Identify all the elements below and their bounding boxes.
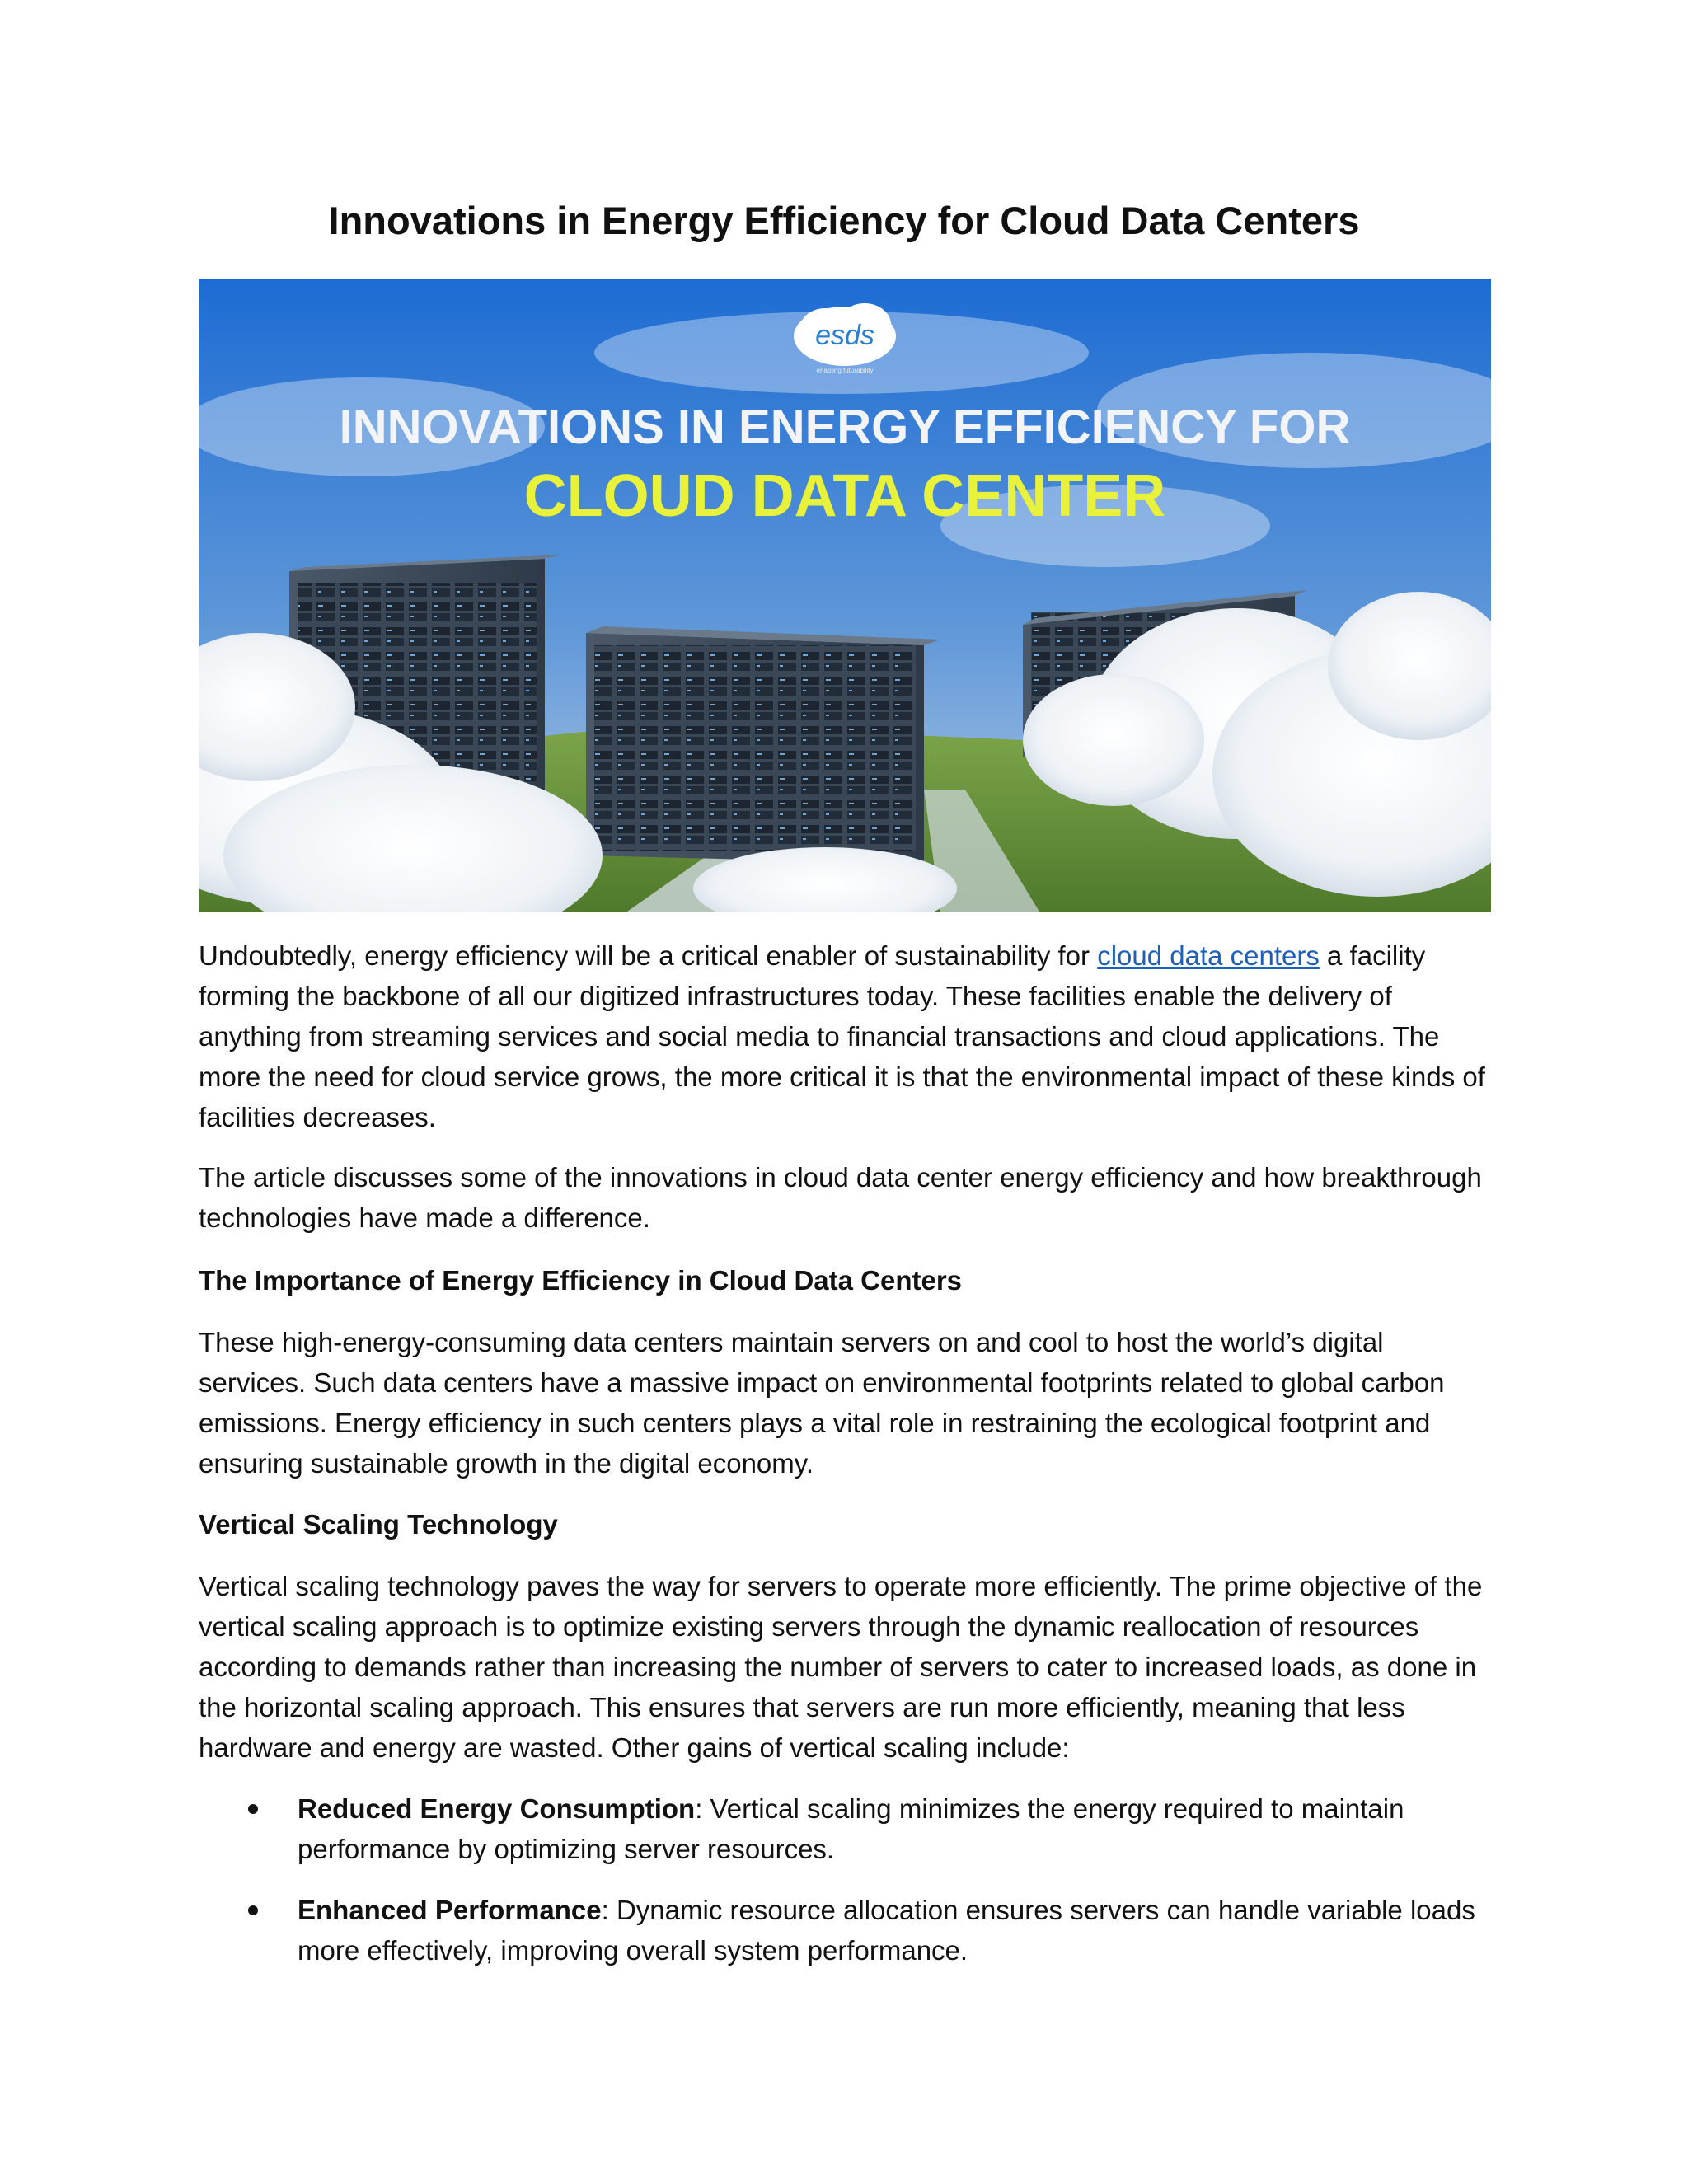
cloud-data-centers-link[interactable]: cloud data centers xyxy=(1097,940,1320,971)
article-summary-paragraph: The article discusses some of the innovations in cloud data center energy efficiency and how breakthrough technologies have made a difference. xyxy=(199,1162,1482,1233)
section-body-importance: These high-energy-consuming data centers maintain servers on and cool to host the world’s digital services. Such data centers have a massive impact on environmental footprints related to global carbon emissions. Energy efficiency in such centers plays a vital role in restraining the ecological footprint and ensuring sustainable growth in the digital economy. xyxy=(199,1327,1445,1479)
bullet-icon xyxy=(248,1804,258,1814)
document-title: Innovations in Energy Efficiency for Cloud Data Centers xyxy=(328,199,1360,242)
section-body-vertical-scaling: Vertical scaling technology paves the way for servers to operate more efficiently. The prime objective of the vertical scaling approach is to optimize existing servers through the dynamic reallocation of resources according to demands rather than increasing the number of servers to cater to increased loads, as done in the horizontal scaling approach. This ensures that servers are run more efficiently, meaning that less hardware and energy are wasted. Other gains of vertical scaling include: xyxy=(199,1571,1483,1763)
list-item: Reduced Energy Consumption: Vertical scaling minimizes the energy required to maintain performance by optimizing server resources. xyxy=(199,1788,1491,1869)
section-heading-vertical-scaling: Vertical Scaling Technology xyxy=(199,1509,558,1540)
bullet-icon xyxy=(248,1905,258,1915)
list-item: Enhanced Performance: Dynamic resource allocation ensures servers can handle variable loads more effectively, improving overall system performance. xyxy=(199,1890,1491,1971)
section-heading-importance: The Importance of Energy Efficiency in Cloud Data Centers xyxy=(199,1265,963,1296)
banner-headline-line1: INNOVATIONS IN ENERGY EFFICIENCY FOR xyxy=(339,401,1351,454)
svg-text:esds: esds xyxy=(815,320,874,351)
svg-text:enabling futurability: enabling futurability xyxy=(816,367,874,374)
intro-paragraph: Undoubtedly, energy efficiency will be a critical enabler of sustainability for cloud data centers a facility forming the backbone of all our digitized infrastructures today. These facilities enable the delivery of anything from streaming services and social media to financial transactions and cloud applications. The more the need for cloud service grows, the more critical it is that the environmental impact of these kinds of facilities decreases. xyxy=(199,940,1485,1132)
banner-image xyxy=(199,279,1491,912)
banner-headline-line2: CLOUD DATA CENTER xyxy=(523,463,1166,529)
benefits-list xyxy=(199,1788,1491,1991)
